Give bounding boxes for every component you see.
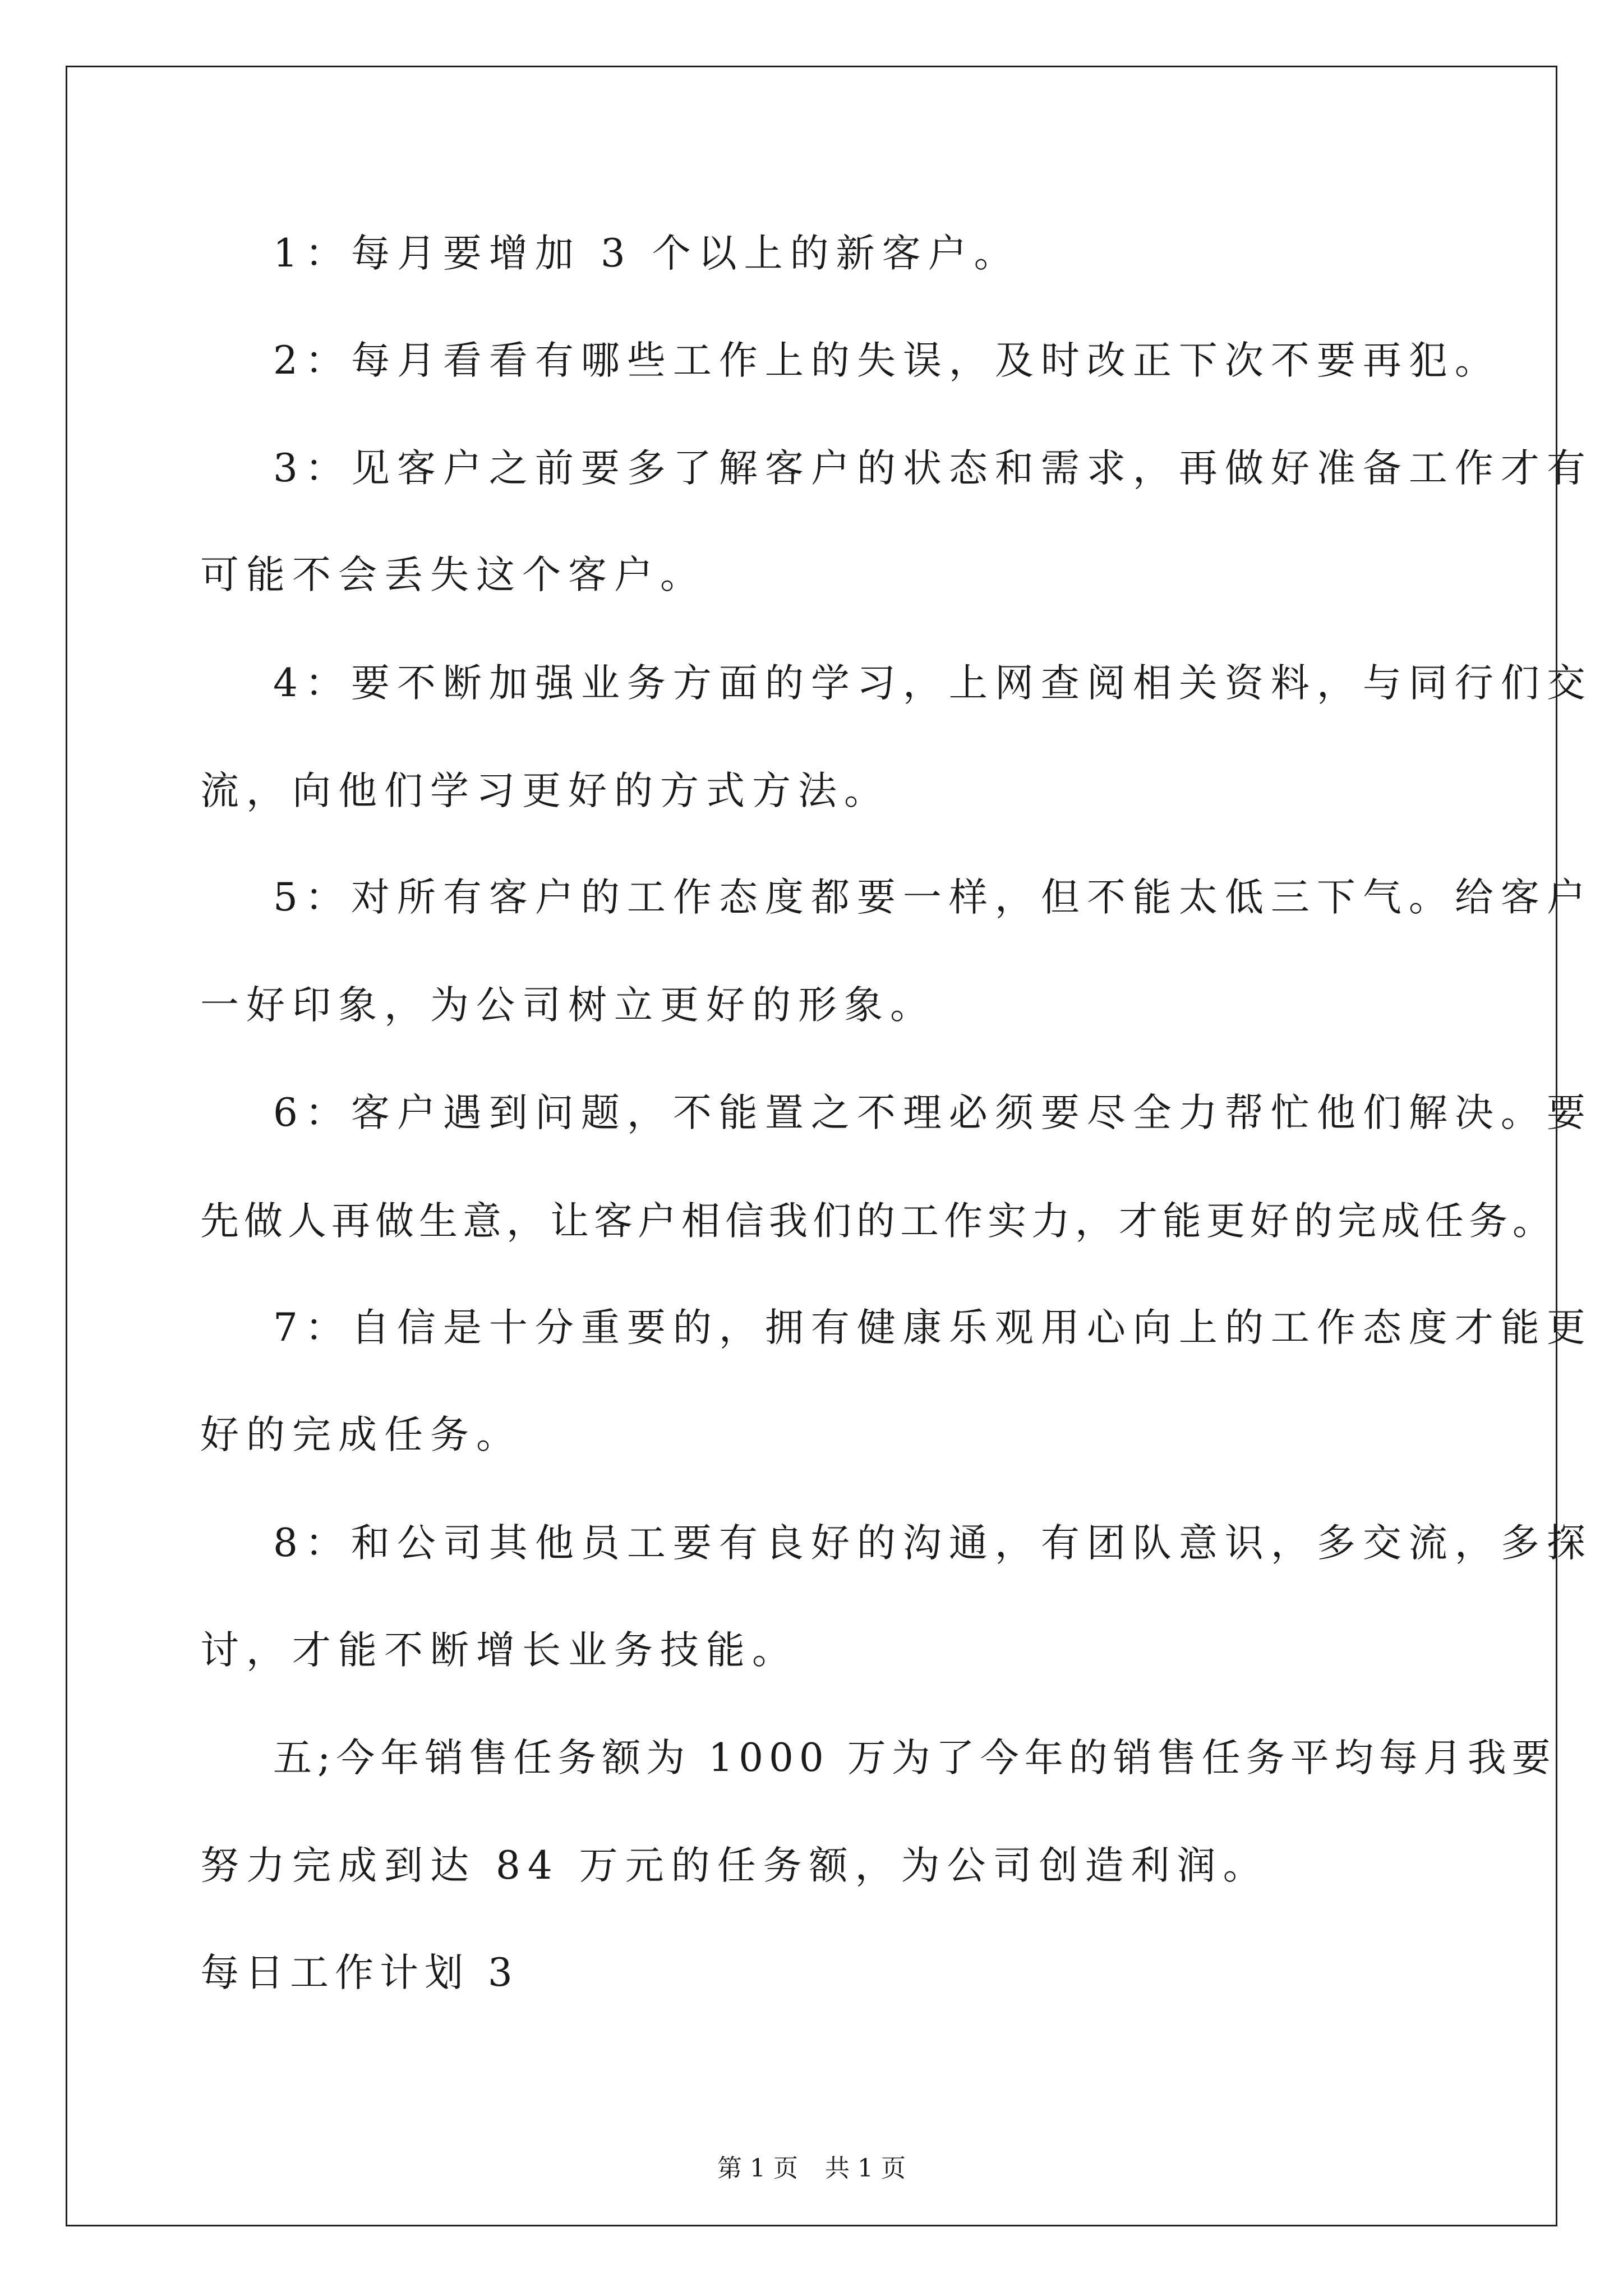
paragraph-item-5-line-2: 一好印象，为公司树立更好的形象。	[200, 983, 936, 1028]
paragraph-item-8-line-2: 讨，才能不断增长业务技能。	[200, 1628, 798, 1673]
page-number-label: 第 1 页	[717, 2154, 798, 2183]
paragraph-item-2: 2：每月看看有哪些工作上的失误，及时改正下次不要再犯。	[273, 338, 1501, 383]
paragraph-item-4-line-1: 4：要不断加强业务方面的学习，上网查阅相关资料，与同行们交	[273, 661, 1593, 706]
paragraph-item-5-line-1: 5：对所有客户的工作态度都要一样，但不能太低三下气。给客户	[273, 875, 1593, 920]
paragraph-item-1: 1：每月要增加 3 个以上的新客户。	[273, 231, 1020, 276]
paragraph-item-3-line-2: 可能不会丢失这个客户。	[200, 553, 706, 597]
paragraph-item-9-line-2: 努力完成到达 84 万元的任务额，为公司创造利润。	[200, 1843, 1269, 1888]
section-heading: 每日工作计划 3	[200, 1950, 519, 1995]
page-footer	[0, 2153, 1623, 2184]
page-border	[66, 66, 1557, 2226]
paragraph-item-4-line-2: 流，向他们学习更好的方式方法。	[200, 769, 890, 813]
paragraph-item-7-line-1: 7：自信是十分重要的，拥有健康乐观用心向上的工作态度才能更	[273, 1305, 1593, 1350]
paragraph-item-3-line-1: 3：见客户之前要多了解客户的状态和需求，再做好准备工作才有	[273, 446, 1593, 491]
paragraph-item-6-line-1: 6：客户遇到问题，不能置之不理必须要尽全力帮忙他们解决。要	[273, 1091, 1593, 1135]
paragraph-item-8-line-1: 8：和公司其他员工要有良好的沟通，有团队意识，多交流，多探	[273, 1521, 1593, 1566]
page-total-label: 共 1 页	[825, 2154, 906, 2183]
paragraph-item-6-line-2: 先做人再做生意，让客户相信我们的工作实力，才能更好的完成任务。	[200, 1199, 1556, 1244]
paragraph-item-7-line-2: 好的完成任务。	[200, 1412, 522, 1457]
paragraph-item-9-line-1: 五;今年销售任务额为 1000 万为了今年的销售任务平均每月我要	[273, 1736, 1556, 1780]
